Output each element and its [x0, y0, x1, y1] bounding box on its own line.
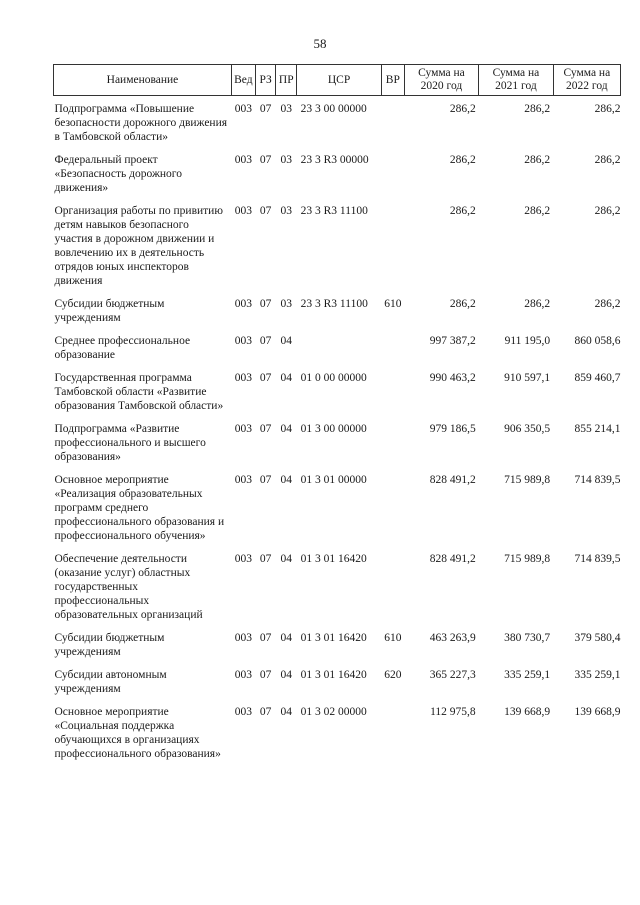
row-ved: 003 — [234, 669, 252, 681]
row-pr: 04 — [280, 706, 293, 718]
row-name: Государственная программа Тамбовской области «Развитие образования Тамбовской области» — [54, 372, 224, 412]
table-row — [54, 328, 621, 365]
row-ved: 003 — [234, 423, 252, 435]
row-csr: 23 3 00 00000 — [300, 103, 367, 115]
row-pr: 04 — [280, 423, 293, 435]
table-row — [54, 662, 621, 699]
row-name: Федеральный проект «Безопасность дорожного движения» — [54, 154, 182, 194]
row-sum-2020: 286,2 — [449, 154, 476, 166]
row-vr — [381, 198, 404, 291]
row-sum-2022: 286,2 — [594, 298, 621, 310]
row-sum-2020: 990 463,2 — [429, 372, 476, 384]
table-row — [54, 467, 621, 546]
row-name: Подпрограмма «Развитие профессионального и высшего образования» — [54, 423, 206, 463]
row-rz: 07 — [259, 669, 272, 681]
row-csr: 23 3 R3 11100 — [300, 205, 368, 217]
row-csr: 01 0 00 00000 — [300, 372, 367, 384]
row-sum-2020: 463 263,9 — [429, 632, 476, 644]
row-sum-2022: 286,2 — [594, 205, 621, 217]
row-ved: 003 — [234, 154, 252, 166]
row-sum-2020: 286,2 — [449, 205, 476, 217]
table-body — [54, 96, 621, 765]
row-sum-2022: 379 580,4 — [574, 632, 621, 644]
table-row — [54, 365, 621, 416]
row-sum-2021: 335 259,1 — [504, 669, 551, 681]
row-sum-2020: 828 491,2 — [429, 553, 476, 565]
table-row — [54, 699, 621, 764]
table-row — [54, 198, 621, 291]
row-vr — [381, 147, 404, 198]
header-pr: ПР — [276, 65, 297, 96]
row-ved: 003 — [234, 372, 252, 384]
row-rz: 07 — [259, 423, 272, 435]
row-name: Подпрограмма «Повышение безопасности дорожного движения в Тамбовской области» — [54, 103, 228, 143]
row-sum-2020: 979 186,5 — [429, 423, 476, 435]
row-name: Субсидии автономным учреждениям — [54, 669, 167, 695]
row-rz: 07 — [259, 474, 272, 486]
row-csr: 01 3 01 16420 — [300, 669, 367, 681]
row-sum-2021: 715 989,8 — [504, 553, 551, 565]
table-row — [54, 546, 621, 625]
table-row — [54, 291, 621, 328]
row-sum-2020: 286,2 — [449, 298, 476, 310]
header-vr: ВР — [381, 65, 404, 96]
row-sum-2021: 906 350,5 — [504, 423, 551, 435]
row-sum-2021: 715 989,8 — [504, 474, 551, 486]
row-csr: 01 3 01 16420 — [300, 632, 367, 644]
row-vr — [381, 96, 404, 148]
row-ved: 003 — [234, 205, 252, 217]
row-sum-2022: 860 058,6 — [574, 335, 621, 347]
row-vr — [381, 416, 404, 467]
row-rz: 07 — [259, 205, 272, 217]
row-csr: 01 3 01 16420 — [300, 553, 367, 565]
row-ved: 003 — [234, 298, 252, 310]
row-rz: 07 — [259, 154, 272, 166]
row-ved: 003 — [234, 706, 252, 718]
row-name: Основное мероприятие «Реализация образовательных программ среднего профессионального образования и профессионального обучения» — [54, 474, 225, 542]
row-sum-2022: 335 259,1 — [574, 669, 621, 681]
row-pr: 04 — [280, 474, 293, 486]
header-name: Наименование — [54, 65, 232, 96]
header-csr: ЦСР — [297, 65, 382, 96]
row-csr: 23 3 R3 00000 — [300, 154, 369, 166]
row-csr: 01 3 00 00000 — [300, 423, 367, 435]
header-rz: РЗ — [255, 65, 276, 96]
row-pr: 04 — [280, 372, 293, 384]
row-pr: 03 — [280, 154, 293, 166]
table-row — [54, 625, 621, 662]
row-name: Среднее профессиональное образование — [54, 335, 191, 361]
row-pr: 03 — [280, 298, 293, 310]
row-rz: 07 — [259, 706, 272, 718]
row-sum-2020: 112 975,8 — [430, 706, 476, 718]
table-header — [54, 65, 621, 96]
row-rz: 07 — [259, 372, 272, 384]
row-name: Субсидии бюджетным учреждениям — [54, 632, 165, 658]
row-csr: 01 3 02 00000 — [300, 706, 367, 718]
row-pr: 04 — [280, 669, 293, 681]
header-ved: Вед — [231, 65, 255, 96]
row-sum-2020: 286,2 — [449, 103, 476, 115]
row-name: Обеспечение деятельности (оказание услуг) областных государственных профессиональных образовательных организаций — [54, 553, 203, 621]
budget-table — [53, 64, 621, 764]
table-row — [54, 96, 621, 148]
row-sum-2020: 828 491,2 — [429, 474, 476, 486]
row-sum-2022: 286,2 — [594, 154, 621, 166]
row-sum-2021: 286,2 — [524, 205, 551, 217]
row-sum-2020: 365 227,3 — [429, 669, 476, 681]
row-csr: 01 3 01 00000 — [300, 474, 367, 486]
row-vr — [381, 699, 404, 764]
row-sum-2020: 997 387,2 — [429, 335, 476, 347]
row-sum-2021: 380 730,7 — [504, 632, 551, 644]
row-pr: 04 — [280, 335, 293, 347]
page-number: 58 — [313, 36, 327, 51]
row-rz: 07 — [259, 632, 272, 644]
row-vr: 620 — [384, 669, 402, 681]
row-sum-2021: 910 597,1 — [504, 372, 551, 384]
row-sum-2022: 139 668,9 — [574, 706, 621, 718]
row-pr: 03 — [280, 205, 293, 217]
row-name: Субсидии бюджетным учреждениям — [54, 298, 165, 324]
row-vr: 610 — [384, 632, 402, 644]
row-sum-2022: 714 839,5 — [574, 474, 621, 486]
header-sum-2020: Сумма на 2020 год — [404, 65, 478, 96]
header-sum-2022: Сумма на 2022 год — [553, 65, 620, 96]
row-sum-2021: 139 668,9 — [504, 706, 551, 718]
row-vr — [381, 546, 404, 625]
row-sum-2022: 286,2 — [594, 103, 621, 115]
row-vr — [381, 467, 404, 546]
row-rz: 07 — [259, 298, 272, 310]
row-pr: 04 — [280, 553, 293, 565]
row-rz: 07 — [259, 553, 272, 565]
row-sum-2022: 855 214,1 — [574, 423, 621, 435]
row-vr — [381, 328, 404, 365]
table-row — [54, 147, 621, 198]
row-sum-2022: 859 460,7 — [574, 372, 621, 384]
row-sum-2021: 286,2 — [524, 154, 551, 166]
row-rz: 07 — [259, 103, 272, 115]
row-vr — [381, 365, 404, 416]
row-ved: 003 — [234, 335, 252, 347]
row-csr: 23 3 R3 11100 — [300, 298, 368, 310]
row-sum-2021: 911 195,0 — [504, 335, 551, 347]
row-sum-2021: 286,2 — [524, 298, 551, 310]
header-sum-2021: Сумма на 2021 год — [479, 65, 553, 96]
row-ved: 003 — [234, 632, 252, 644]
row-sum-2021: 286,2 — [524, 103, 551, 115]
row-ved: 003 — [234, 553, 252, 565]
row-sum-2022: 714 839,5 — [574, 553, 621, 565]
row-ved: 003 — [234, 103, 252, 115]
row-rz: 07 — [259, 335, 272, 347]
row-vr: 610 — [384, 298, 402, 310]
row-pr: 03 — [280, 103, 293, 115]
row-pr: 04 — [280, 632, 293, 644]
row-name: Основное мероприятие «Социальная поддержка обучающихся в организациях профессионального образования» — [54, 706, 221, 760]
row-ved: 003 — [234, 474, 252, 486]
row-name: Организация работы по привитию детям навыков безопасного участия в дорожном движении и вовлечению их в деятельность отрядов юных инспекторов движения — [54, 205, 223, 287]
table-row — [54, 416, 621, 467]
row-csr — [297, 328, 382, 365]
